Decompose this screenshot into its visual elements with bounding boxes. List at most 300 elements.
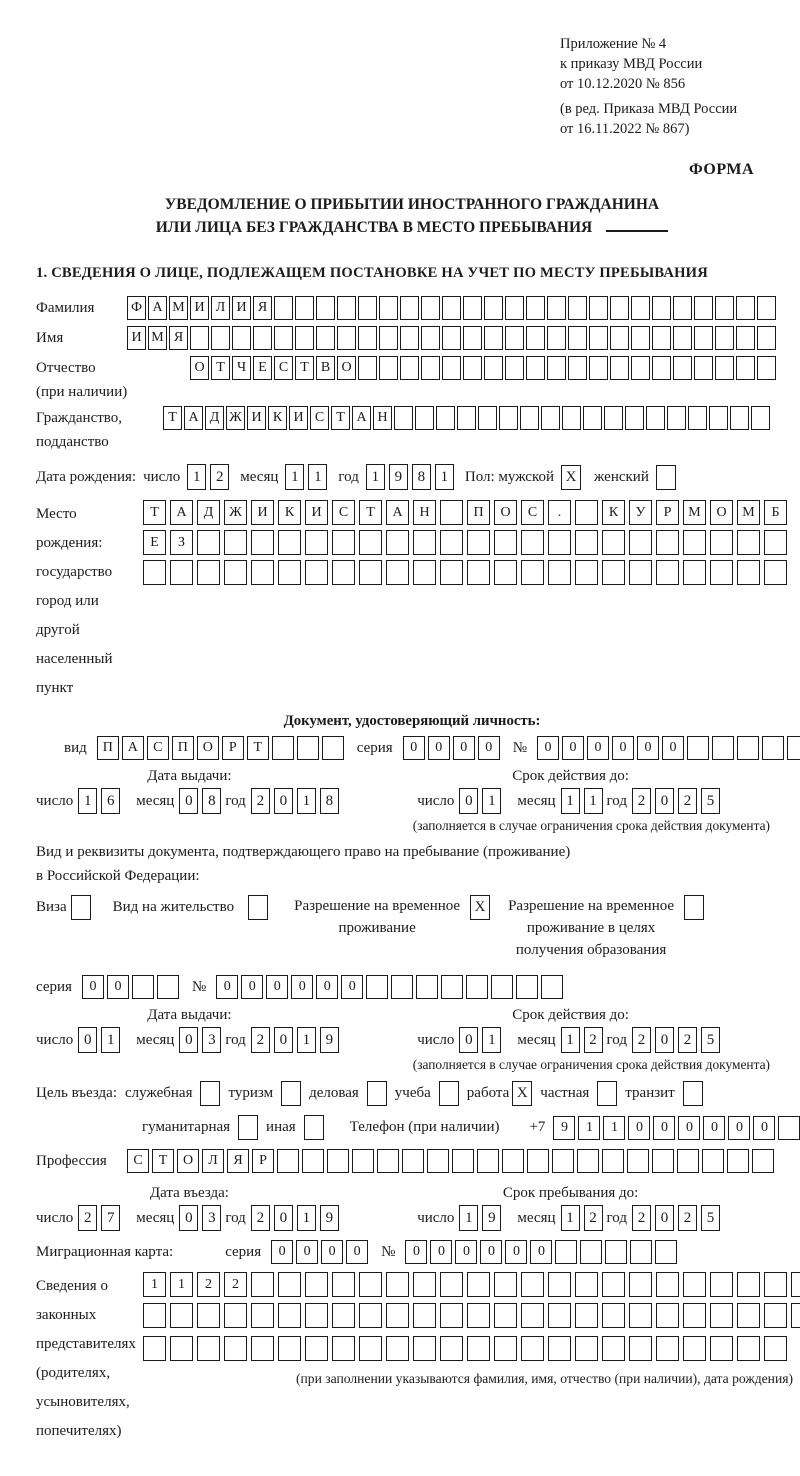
- char-cell[interactable]: [604, 406, 623, 430]
- char-cell[interactable]: [629, 560, 652, 585]
- char-cell[interactable]: [359, 560, 382, 585]
- char-cell[interactable]: [656, 1272, 679, 1297]
- char-cell[interactable]: [305, 560, 328, 585]
- char-cell[interactable]: [391, 975, 413, 999]
- char-cell[interactable]: [677, 1149, 699, 1173]
- char-cell[interactable]: 7: [101, 1205, 120, 1231]
- char-cell[interactable]: [575, 1272, 598, 1297]
- char-cell[interactable]: [295, 326, 314, 350]
- char-cell[interactable]: 0: [179, 1027, 198, 1053]
- char-cell[interactable]: [652, 326, 671, 350]
- char-cell[interactable]: 0: [628, 1116, 650, 1140]
- char-cell[interactable]: [386, 1303, 409, 1328]
- char-cell[interactable]: 1: [561, 1027, 580, 1053]
- char-cell[interactable]: [413, 1272, 436, 1297]
- char-cell[interactable]: [629, 530, 652, 555]
- char-cell[interactable]: [494, 530, 517, 555]
- char-cell[interactable]: [631, 356, 650, 380]
- char-cell[interactable]: [715, 296, 734, 320]
- char-cell[interactable]: Е: [253, 356, 272, 380]
- char-cell[interactable]: 0: [296, 1240, 318, 1264]
- char-cell[interactable]: [224, 1336, 247, 1361]
- char-cell[interactable]: [359, 1336, 382, 1361]
- char-cell[interactable]: 0: [266, 975, 288, 999]
- char-cell[interactable]: [305, 1303, 328, 1328]
- char-cell[interactable]: [251, 1336, 274, 1361]
- char-cell[interactable]: [737, 1272, 760, 1297]
- char-cell[interactable]: [521, 530, 544, 555]
- char-cell[interactable]: И: [305, 500, 328, 525]
- char-cell[interactable]: К: [602, 500, 625, 525]
- char-cell[interactable]: [778, 1116, 800, 1140]
- char-cell[interactable]: 1: [101, 1027, 120, 1053]
- char-cell[interactable]: [629, 1272, 652, 1297]
- char-cell[interactable]: О: [177, 1149, 199, 1173]
- char-cell[interactable]: [652, 296, 671, 320]
- char-cell[interactable]: [580, 1240, 602, 1264]
- char-cell[interactable]: [694, 326, 713, 350]
- char-cell[interactable]: [631, 326, 650, 350]
- char-cell[interactable]: 0: [82, 975, 104, 999]
- purpose-transit-checkbox[interactable]: [683, 1081, 703, 1106]
- char-cell[interactable]: [625, 406, 644, 430]
- char-cell[interactable]: [386, 1336, 409, 1361]
- char-cell[interactable]: [494, 1303, 517, 1328]
- char-cell[interactable]: [442, 356, 461, 380]
- char-cell[interactable]: [589, 326, 608, 350]
- char-cell[interactable]: [730, 406, 749, 430]
- char-cell[interactable]: [442, 296, 461, 320]
- char-cell[interactable]: [516, 975, 538, 999]
- char-cell[interactable]: [421, 296, 440, 320]
- char-cell[interactable]: 0: [655, 788, 674, 814]
- char-cell[interactable]: [602, 530, 625, 555]
- char-cell[interactable]: [709, 406, 728, 430]
- char-cell[interactable]: 1: [482, 788, 501, 814]
- char-cell[interactable]: [629, 1336, 652, 1361]
- char-cell[interactable]: [302, 1149, 324, 1173]
- char-cell[interactable]: 2: [584, 1205, 603, 1231]
- char-cell[interactable]: [413, 560, 436, 585]
- char-cell[interactable]: [751, 406, 770, 430]
- char-cell[interactable]: 0: [274, 1205, 293, 1231]
- char-cell[interactable]: 0: [241, 975, 263, 999]
- char-cell[interactable]: .: [548, 500, 571, 525]
- char-cell[interactable]: [337, 326, 356, 350]
- char-cell[interactable]: [575, 1336, 598, 1361]
- char-cell[interactable]: [467, 1303, 490, 1328]
- char-cell[interactable]: [737, 1303, 760, 1328]
- char-cell[interactable]: [764, 530, 787, 555]
- char-cell[interactable]: А: [352, 406, 371, 430]
- char-cell[interactable]: [712, 736, 734, 760]
- char-cell[interactable]: 8: [202, 788, 221, 814]
- char-cell[interactable]: С: [521, 500, 544, 525]
- char-cell[interactable]: [440, 530, 463, 555]
- char-cell[interactable]: Ч: [232, 356, 251, 380]
- char-cell[interactable]: А: [386, 500, 409, 525]
- char-cell[interactable]: С: [274, 356, 293, 380]
- char-cell[interactable]: [274, 326, 293, 350]
- char-cell[interactable]: [577, 1149, 599, 1173]
- char-cell[interactable]: [602, 1149, 624, 1173]
- char-cell[interactable]: Д: [205, 406, 224, 430]
- char-cell[interactable]: [305, 530, 328, 555]
- char-cell[interactable]: [494, 560, 517, 585]
- char-cell[interactable]: 0: [653, 1116, 675, 1140]
- char-cell[interactable]: 0: [321, 1240, 343, 1264]
- char-cell[interactable]: О: [197, 736, 219, 760]
- char-cell[interactable]: 8: [412, 464, 431, 490]
- char-cell[interactable]: Т: [152, 1149, 174, 1173]
- char-cell[interactable]: [305, 1272, 328, 1297]
- char-cell[interactable]: [673, 296, 692, 320]
- char-cell[interactable]: 0: [107, 975, 129, 999]
- char-cell[interactable]: Р: [252, 1149, 274, 1173]
- char-cell[interactable]: 2: [210, 464, 229, 490]
- char-cell[interactable]: [253, 326, 272, 350]
- char-cell[interactable]: [400, 326, 419, 350]
- purpose-tourism-checkbox[interactable]: [281, 1081, 301, 1106]
- char-cell[interactable]: 2: [251, 1205, 270, 1231]
- char-cell[interactable]: Д: [197, 500, 220, 525]
- char-cell[interactable]: [440, 500, 463, 525]
- char-cell[interactable]: 1: [435, 464, 454, 490]
- char-cell[interactable]: 0: [291, 975, 313, 999]
- char-cell[interactable]: 0: [612, 736, 634, 760]
- char-cell[interactable]: А: [184, 406, 203, 430]
- char-cell[interactable]: [602, 1272, 625, 1297]
- char-cell[interactable]: 5: [701, 788, 720, 814]
- char-cell[interactable]: [683, 1336, 706, 1361]
- char-cell[interactable]: [568, 296, 587, 320]
- char-cell[interactable]: 0: [274, 788, 293, 814]
- char-cell[interactable]: [251, 1303, 274, 1328]
- char-cell[interactable]: [656, 1336, 679, 1361]
- char-cell[interactable]: 2: [678, 788, 697, 814]
- char-cell[interactable]: [484, 296, 503, 320]
- char-cell[interactable]: [602, 560, 625, 585]
- char-cell[interactable]: 0: [430, 1240, 452, 1264]
- char-cell[interactable]: О: [494, 500, 517, 525]
- char-cell[interactable]: [627, 1149, 649, 1173]
- char-cell[interactable]: [413, 1303, 436, 1328]
- char-cell[interactable]: 0: [346, 1240, 368, 1264]
- char-cell[interactable]: Ж: [226, 406, 245, 430]
- char-cell[interactable]: 0: [216, 975, 238, 999]
- char-cell[interactable]: [715, 326, 734, 350]
- char-cell[interactable]: [527, 1149, 549, 1173]
- char-cell[interactable]: [757, 326, 776, 350]
- char-cell[interactable]: Р: [222, 736, 244, 760]
- char-cell[interactable]: [332, 560, 355, 585]
- char-cell[interactable]: 1: [297, 788, 316, 814]
- purpose-humanitarian-checkbox[interactable]: [238, 1115, 258, 1140]
- char-cell[interactable]: [583, 406, 602, 430]
- char-cell[interactable]: А: [148, 296, 167, 320]
- char-cell[interactable]: 1: [78, 788, 97, 814]
- char-cell[interactable]: 9: [553, 1116, 575, 1140]
- char-cell[interactable]: [629, 1303, 652, 1328]
- char-cell[interactable]: [568, 326, 587, 350]
- char-cell[interactable]: 1: [578, 1116, 600, 1140]
- char-cell[interactable]: [421, 326, 440, 350]
- char-cell[interactable]: К: [278, 500, 301, 525]
- char-cell[interactable]: [143, 1303, 166, 1328]
- char-cell[interactable]: С: [310, 406, 329, 430]
- char-cell[interactable]: 1: [308, 464, 327, 490]
- char-cell[interactable]: 0: [403, 736, 425, 760]
- char-cell[interactable]: 9: [482, 1205, 501, 1231]
- char-cell[interactable]: [547, 326, 566, 350]
- char-cell[interactable]: П: [172, 736, 194, 760]
- char-cell[interactable]: [757, 296, 776, 320]
- char-cell[interactable]: И: [232, 296, 251, 320]
- char-cell[interactable]: [727, 1149, 749, 1173]
- char-cell[interactable]: 3: [202, 1027, 221, 1053]
- char-cell[interactable]: [547, 296, 566, 320]
- char-cell[interactable]: И: [251, 500, 274, 525]
- char-cell[interactable]: [251, 530, 274, 555]
- visa-checkbox[interactable]: [71, 895, 91, 920]
- char-cell[interactable]: Т: [295, 356, 314, 380]
- char-cell[interactable]: [452, 1149, 474, 1173]
- char-cell[interactable]: 0: [459, 788, 478, 814]
- residence-permit-checkbox[interactable]: [248, 895, 268, 920]
- char-cell[interactable]: 3: [202, 1205, 221, 1231]
- char-cell[interactable]: [467, 560, 490, 585]
- char-cell[interactable]: [702, 1149, 724, 1173]
- char-cell[interactable]: [575, 560, 598, 585]
- char-cell[interactable]: 2: [632, 1027, 651, 1053]
- char-cell[interactable]: [358, 326, 377, 350]
- char-cell[interactable]: [521, 1336, 544, 1361]
- char-cell[interactable]: 2: [584, 1027, 603, 1053]
- char-cell[interactable]: 9: [320, 1205, 339, 1231]
- char-cell[interactable]: [224, 560, 247, 585]
- char-cell[interactable]: 0: [655, 1027, 674, 1053]
- char-cell[interactable]: [687, 736, 709, 760]
- char-cell[interactable]: 2: [632, 1205, 651, 1231]
- char-cell[interactable]: [494, 1272, 517, 1297]
- char-cell[interactable]: [386, 1272, 409, 1297]
- char-cell[interactable]: [547, 356, 566, 380]
- char-cell[interactable]: [416, 975, 438, 999]
- char-cell[interactable]: 2: [251, 1027, 270, 1053]
- char-cell[interactable]: И: [289, 406, 308, 430]
- char-cell[interactable]: [491, 975, 513, 999]
- char-cell[interactable]: 6: [101, 788, 120, 814]
- char-cell[interactable]: 1: [143, 1272, 166, 1297]
- char-cell[interactable]: [526, 296, 545, 320]
- char-cell[interactable]: 5: [701, 1205, 720, 1231]
- char-cell[interactable]: 0: [678, 1116, 700, 1140]
- char-cell[interactable]: [316, 296, 335, 320]
- char-cell[interactable]: И: [190, 296, 209, 320]
- char-cell[interactable]: [715, 356, 734, 380]
- female-checkbox[interactable]: [656, 465, 676, 490]
- char-cell[interactable]: 2: [632, 788, 651, 814]
- char-cell[interactable]: [631, 296, 650, 320]
- char-cell[interactable]: [197, 1336, 220, 1361]
- char-cell[interactable]: [764, 1336, 787, 1361]
- char-cell[interactable]: [602, 1336, 625, 1361]
- char-cell[interactable]: [467, 530, 490, 555]
- purpose-private-checkbox[interactable]: [597, 1081, 617, 1106]
- char-cell[interactable]: М: [148, 326, 167, 350]
- char-cell[interactable]: 0: [428, 736, 450, 760]
- char-cell[interactable]: [427, 1149, 449, 1173]
- rvp-checkbox[interactable]: X: [470, 895, 490, 920]
- char-cell[interactable]: А: [170, 500, 193, 525]
- char-cell[interactable]: С: [332, 500, 355, 525]
- char-cell[interactable]: [737, 560, 760, 585]
- char-cell[interactable]: [652, 356, 671, 380]
- char-cell[interactable]: [656, 530, 679, 555]
- char-cell[interactable]: [337, 296, 356, 320]
- purpose-business-checkbox[interactable]: [367, 1081, 387, 1106]
- char-cell[interactable]: [132, 975, 154, 999]
- char-cell[interactable]: [436, 406, 455, 430]
- char-cell[interactable]: [463, 296, 482, 320]
- char-cell[interactable]: [366, 975, 388, 999]
- char-cell[interactable]: 2: [78, 1205, 97, 1231]
- char-cell[interactable]: У: [629, 500, 652, 525]
- char-cell[interactable]: [440, 1272, 463, 1297]
- char-cell[interactable]: 0: [562, 736, 584, 760]
- char-cell[interactable]: [736, 356, 755, 380]
- char-cell[interactable]: [415, 406, 434, 430]
- char-cell[interactable]: 0: [587, 736, 609, 760]
- char-cell[interactable]: [463, 356, 482, 380]
- char-cell[interactable]: [610, 326, 629, 350]
- char-cell[interactable]: [652, 1149, 674, 1173]
- char-cell[interactable]: 0: [753, 1116, 775, 1140]
- char-cell[interactable]: О: [710, 500, 733, 525]
- char-cell[interactable]: 0: [453, 736, 475, 760]
- purpose-other-checkbox[interactable]: [304, 1115, 324, 1140]
- char-cell[interactable]: [656, 560, 679, 585]
- char-cell[interactable]: Я: [227, 1149, 249, 1173]
- char-cell[interactable]: [736, 296, 755, 320]
- char-cell[interactable]: Я: [169, 326, 188, 350]
- char-cell[interactable]: [673, 356, 692, 380]
- char-cell[interactable]: 0: [655, 1205, 674, 1231]
- char-cell[interactable]: И: [127, 326, 146, 350]
- char-cell[interactable]: 0: [459, 1027, 478, 1053]
- char-cell[interactable]: [694, 296, 713, 320]
- char-cell[interactable]: 0: [316, 975, 338, 999]
- char-cell[interactable]: [646, 406, 665, 430]
- char-cell[interactable]: [683, 1303, 706, 1328]
- char-cell[interactable]: [505, 326, 524, 350]
- char-cell[interactable]: 1: [366, 464, 385, 490]
- char-cell[interactable]: [655, 1240, 677, 1264]
- char-cell[interactable]: [602, 1303, 625, 1328]
- char-cell[interactable]: М: [169, 296, 188, 320]
- char-cell[interactable]: Т: [163, 406, 182, 430]
- char-cell[interactable]: [673, 326, 692, 350]
- char-cell[interactable]: [568, 356, 587, 380]
- char-cell[interactable]: 2: [251, 788, 270, 814]
- char-cell[interactable]: [440, 560, 463, 585]
- char-cell[interactable]: 1: [584, 788, 603, 814]
- char-cell[interactable]: Т: [247, 736, 269, 760]
- char-cell[interactable]: [197, 560, 220, 585]
- char-cell[interactable]: [272, 736, 294, 760]
- purpose-official-checkbox[interactable]: [200, 1081, 220, 1106]
- char-cell[interactable]: О: [190, 356, 209, 380]
- char-cell[interactable]: [710, 1303, 733, 1328]
- char-cell[interactable]: [499, 406, 518, 430]
- char-cell[interactable]: 2: [197, 1272, 220, 1297]
- char-cell[interactable]: [327, 1149, 349, 1173]
- char-cell[interactable]: М: [683, 500, 706, 525]
- rvp-edu-checkbox[interactable]: [684, 895, 704, 920]
- char-cell[interactable]: [170, 1303, 193, 1328]
- char-cell[interactable]: [197, 1303, 220, 1328]
- char-cell[interactable]: [157, 975, 179, 999]
- char-cell[interactable]: [232, 326, 251, 350]
- char-cell[interactable]: [656, 1303, 679, 1328]
- char-cell[interactable]: Н: [373, 406, 392, 430]
- char-cell[interactable]: [605, 1240, 627, 1264]
- char-cell[interactable]: [295, 296, 314, 320]
- char-cell[interactable]: [484, 356, 503, 380]
- char-cell[interactable]: [502, 1149, 524, 1173]
- char-cell[interactable]: П: [467, 500, 490, 525]
- char-cell[interactable]: [441, 975, 463, 999]
- char-cell[interactable]: [278, 1272, 301, 1297]
- char-cell[interactable]: [548, 1272, 571, 1297]
- char-cell[interactable]: [555, 1240, 577, 1264]
- char-cell[interactable]: [575, 530, 598, 555]
- char-cell[interactable]: [752, 1149, 774, 1173]
- char-cell[interactable]: П: [97, 736, 119, 760]
- char-cell[interactable]: [688, 406, 707, 430]
- char-cell[interactable]: [467, 1336, 490, 1361]
- char-cell[interactable]: З: [170, 530, 193, 555]
- char-cell[interactable]: [541, 406, 560, 430]
- char-cell[interactable]: 2: [678, 1027, 697, 1053]
- char-cell[interactable]: [332, 1336, 355, 1361]
- char-cell[interactable]: 0: [530, 1240, 552, 1264]
- char-cell[interactable]: [521, 1303, 544, 1328]
- char-cell[interactable]: [332, 1303, 355, 1328]
- char-cell[interactable]: В: [316, 356, 335, 380]
- char-cell[interactable]: [358, 356, 377, 380]
- char-cell[interactable]: [359, 530, 382, 555]
- char-cell[interactable]: [316, 326, 335, 350]
- purpose-study-checkbox[interactable]: [439, 1081, 459, 1106]
- char-cell[interactable]: [278, 530, 301, 555]
- char-cell[interactable]: 0: [274, 1027, 293, 1053]
- char-cell[interactable]: [386, 530, 409, 555]
- char-cell[interactable]: 9: [320, 1027, 339, 1053]
- char-cell[interactable]: [278, 1336, 301, 1361]
- char-cell[interactable]: Т: [331, 406, 350, 430]
- char-cell[interactable]: [694, 356, 713, 380]
- char-cell[interactable]: [400, 356, 419, 380]
- char-cell[interactable]: Т: [359, 500, 382, 525]
- char-cell[interactable]: [737, 736, 759, 760]
- char-cell[interactable]: 1: [561, 788, 580, 814]
- char-cell[interactable]: [352, 1149, 374, 1173]
- char-cell[interactable]: [190, 326, 209, 350]
- char-cell[interactable]: 0: [480, 1240, 502, 1264]
- char-cell[interactable]: [589, 356, 608, 380]
- char-cell[interactable]: [467, 1272, 490, 1297]
